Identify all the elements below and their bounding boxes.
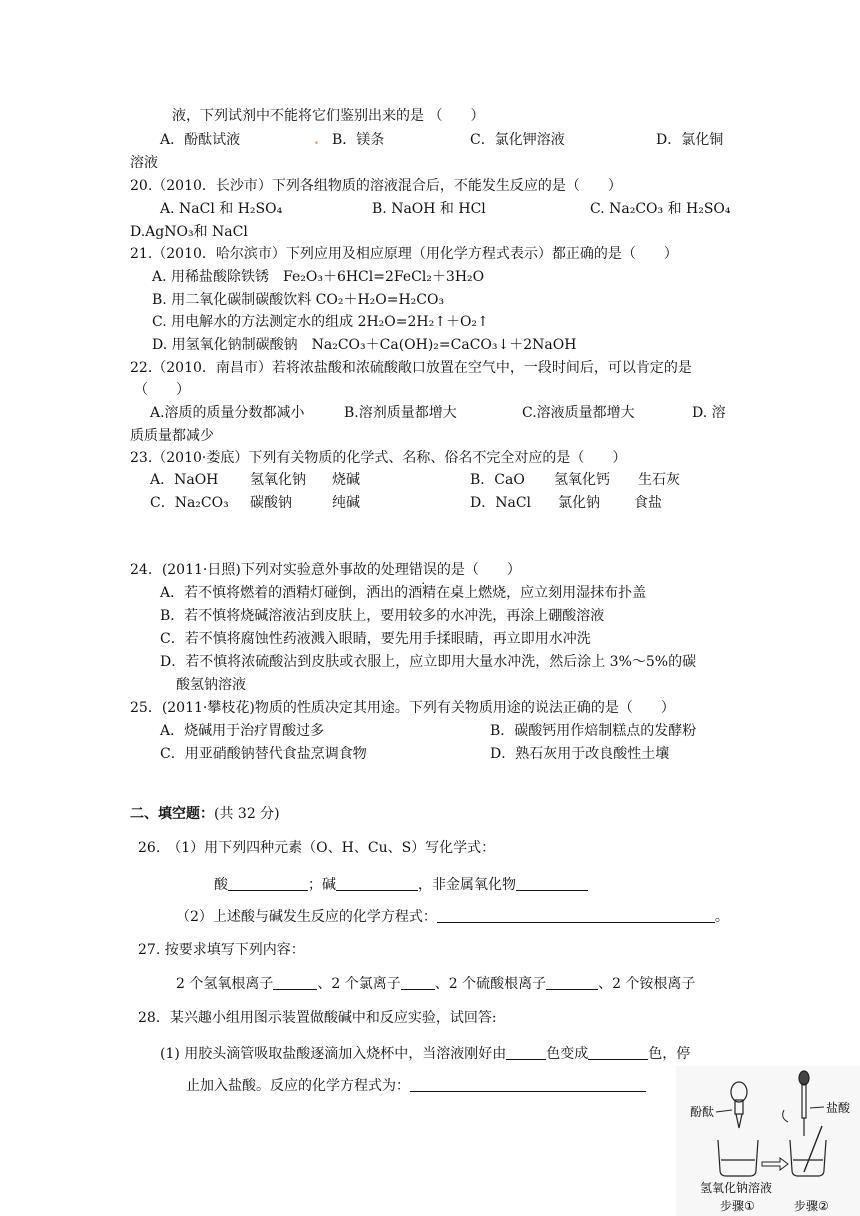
q25-stem: 25．(2011·攀枝花)物质的性质决定其用途。下列有关物质用途的说法正确的是（ ） bbox=[130, 700, 675, 716]
acid-blank[interactable] bbox=[228, 874, 308, 891]
q24-option-d: D．若不慎将浓硫酸沾到皮肤或衣服上，应立即用大量水冲洗，然后涂上 3%～5%的碳 bbox=[160, 654, 697, 670]
q25-option-d: D．熟石灰用于改良酸性土壤 bbox=[490, 746, 670, 762]
q19-option-d-cont: 溶液 bbox=[130, 155, 158, 171]
q19-option-b: B．镁条 bbox=[332, 132, 385, 148]
step-1-label: 步骤① bbox=[720, 1199, 755, 1213]
q28-p1b: 色变成 bbox=[546, 1046, 589, 1062]
orange-dot-mark: . bbox=[314, 132, 319, 148]
q24-option-d-cont: 酸氢钠溶液 bbox=[176, 677, 246, 693]
phenol-label: 酚酞 bbox=[690, 1105, 715, 1119]
q24-option-b: B．若不慎将烧碱溶液沾到皮肤上，要用较多的水冲洗，再涂上硼酸溶液 bbox=[160, 608, 605, 624]
color-from-blank[interactable] bbox=[506, 1043, 546, 1060]
q22-option-a: A.溶质的质量分数都减小 bbox=[150, 405, 305, 421]
q23-stem: 23.（2010·娄底）下列有关物质的化学式、名称、俗名不完全对应的是（ ） bbox=[130, 450, 627, 466]
q20-option-c: C. Na₂CO₃ 和 H₂SO₄ bbox=[590, 201, 731, 217]
q23-d-name: 氯化钠 bbox=[558, 495, 600, 511]
q28-part2 bbox=[186, 1075, 646, 1096]
q28-stem: 28．某兴趣小组用图示装置做酸碱中和反应实验，试回答: bbox=[138, 1010, 497, 1026]
q27-t3: 、2 个硫酸根离子 bbox=[434, 976, 547, 992]
q26-line2 bbox=[176, 906, 729, 927]
q25-option-a: A．烧碱用于治疗胃酸过多 bbox=[160, 723, 325, 739]
q22-option-b: B.溶剂质量都增大 bbox=[344, 405, 457, 421]
q26-end: 。 bbox=[714, 909, 729, 925]
q23-a-name: 氢氧化钠 bbox=[250, 472, 306, 488]
q23-c-formula: C．Na₂CO₃ bbox=[150, 495, 229, 511]
q19-option-a: A．酚酞试液 bbox=[160, 132, 241, 148]
q25-option-b: B．碳酸钙用作焙制糕点的发酵粉 bbox=[490, 723, 697, 739]
q23-d-common: 食盐 bbox=[634, 495, 662, 511]
q23-c-name: 碳酸钠 bbox=[250, 495, 292, 511]
q19-line1: 液，下列试剂中不能将它们鉴别出来的是 （ ） bbox=[172, 108, 485, 124]
q23-b-formula: B．CaO bbox=[470, 472, 525, 488]
q20-stem: 20.（2010．长沙市）下列各组物质的溶液混合后，不能发生反应的是（ ） bbox=[130, 178, 622, 194]
q20-option-d: D.AgNO₃和 NaCl bbox=[130, 224, 248, 240]
q26-line1 bbox=[214, 874, 588, 895]
section-2-title: 二、填空题： bbox=[130, 806, 214, 822]
q22-option-c: C.溶液质量都增大 bbox=[522, 405, 635, 421]
step-2-label: 步骤② bbox=[794, 1199, 829, 1213]
q28-equation-blank[interactable] bbox=[410, 1075, 646, 1092]
q24-option-a: A．若不慎将燃着的酒精灯碰倒，洒出的酒精在桌上燃烧，应立刻用湿抹布扑盖 bbox=[160, 585, 647, 601]
q24-option-c: C．若不慎将腐蚀性药液溅入眼睛，要先用手揉眼睛，再立即用水冲洗 bbox=[160, 631, 591, 647]
q27-t1: 2 个氢氧根离子 bbox=[176, 976, 274, 992]
q23-b-common: 生石灰 bbox=[638, 472, 680, 488]
q21-stem: 21.（2010．哈尔滨市）下列应用及相应原理（用化学方程式表示）都正确的是（ ） bbox=[130, 246, 678, 262]
q23-b-name: 氢氧化钙 bbox=[554, 472, 610, 488]
q20-option-b: B. NaOH 和 HCl bbox=[372, 201, 486, 217]
q26-oxide-label: ，非金属氧化物 bbox=[418, 877, 516, 893]
hcl-label: 盐酸 bbox=[826, 1101, 851, 1115]
q26-stem: 26. （1）用下列四种元素（O、H、Cu、S）写化学式： bbox=[138, 840, 496, 856]
q22-stem: 22.（2010．南昌市）若将浓盐酸和浓硫酸敞口放置在空气中，一段时间后，可以肯定的是 bbox=[130, 360, 692, 376]
q27-stem: 27. 按要求填写下列内容： bbox=[138, 942, 305, 958]
section-2-heading bbox=[130, 804, 280, 824]
q23-a-common: 烧碱 bbox=[332, 472, 360, 488]
chloride-blank[interactable] bbox=[401, 973, 435, 990]
q21-option-d: D. 用氢氧化钠制碳酸钠 Na₂CO₃＋Ca(OH)₂=CaCO₃↓＋2NaOH bbox=[152, 337, 577, 353]
q22-option-d: D. 溶 bbox=[692, 405, 726, 421]
titration-figure bbox=[676, 1066, 860, 1216]
section-2-score: (共 32 分) bbox=[214, 806, 280, 822]
q22-paren: （ ） bbox=[134, 382, 190, 398]
q28-p1a: (1) 用胶头滴管吸取盐酸逐滴加入烧杯中，当溶液刚好由 bbox=[160, 1046, 507, 1062]
q23-a-formula: A．NaOH bbox=[150, 472, 219, 488]
base-blank[interactable] bbox=[336, 874, 418, 891]
q19-option-d: D．氯化铜 bbox=[656, 132, 724, 148]
q22-option-d-cont: 质质量都减少 bbox=[130, 428, 214, 444]
q26-base-label: ；碱 bbox=[308, 877, 336, 893]
q25-option-c: C．用亚硝酸钠替代食盐烹调食物 bbox=[160, 746, 367, 762]
oxide-blank[interactable] bbox=[516, 874, 588, 891]
q26-part2-label: （2）上述酸与碱发生反应的化学方程式： bbox=[176, 909, 437, 925]
q23-c-common: 纯碱 bbox=[332, 495, 360, 511]
q21-option-b: B. 用二氧化碳制碳酸饮料 CO₂＋H₂O=H₂CO₃ bbox=[152, 292, 445, 308]
q28-part1 bbox=[160, 1043, 690, 1064]
naoh-label: 氢氧化钠溶液 bbox=[700, 1181, 773, 1195]
q27-t4: 、2 个铵根离子 bbox=[598, 976, 696, 992]
q28-p2: 止加入盐酸。反应的化学方程式为： bbox=[186, 1078, 410, 1094]
hydroxide-blank[interactable] bbox=[273, 973, 317, 990]
q21-option-c: C. 用电解水的方法测定水的组成 2H₂O=2H₂↑＋O₂↑ bbox=[152, 314, 489, 330]
q24-stem-post: 的是（ ） bbox=[436, 562, 521, 578]
q28-p1c: 色，停 bbox=[648, 1046, 691, 1062]
sulfate-blank[interactable] bbox=[546, 973, 598, 990]
q24-stem bbox=[130, 560, 521, 580]
q27-t2: 、2 个氯离子 bbox=[317, 976, 401, 992]
q20-option-a: A. NaCl 和 H₂SO₄ bbox=[160, 201, 283, 217]
q26-acid-label: 酸 bbox=[214, 877, 228, 893]
color-to-blank[interactable] bbox=[588, 1043, 648, 1060]
q24-stem-pre: 24．(2011·日照)下列对实验意外事故的处理 bbox=[130, 562, 409, 578]
q19-option-c: C．氯化钾溶液 bbox=[470, 132, 565, 148]
q23-d-formula: D．NaCl bbox=[470, 495, 532, 511]
q27-line bbox=[176, 973, 695, 994]
q21-option-a: A. 用稀盐酸除铁锈 Fe₂O₃＋6HCl=2FeCl₂＋3H₂O bbox=[152, 269, 485, 285]
equation-blank[interactable] bbox=[437, 906, 715, 923]
q24-stem-emphasis: 错误 bbox=[408, 562, 437, 578]
